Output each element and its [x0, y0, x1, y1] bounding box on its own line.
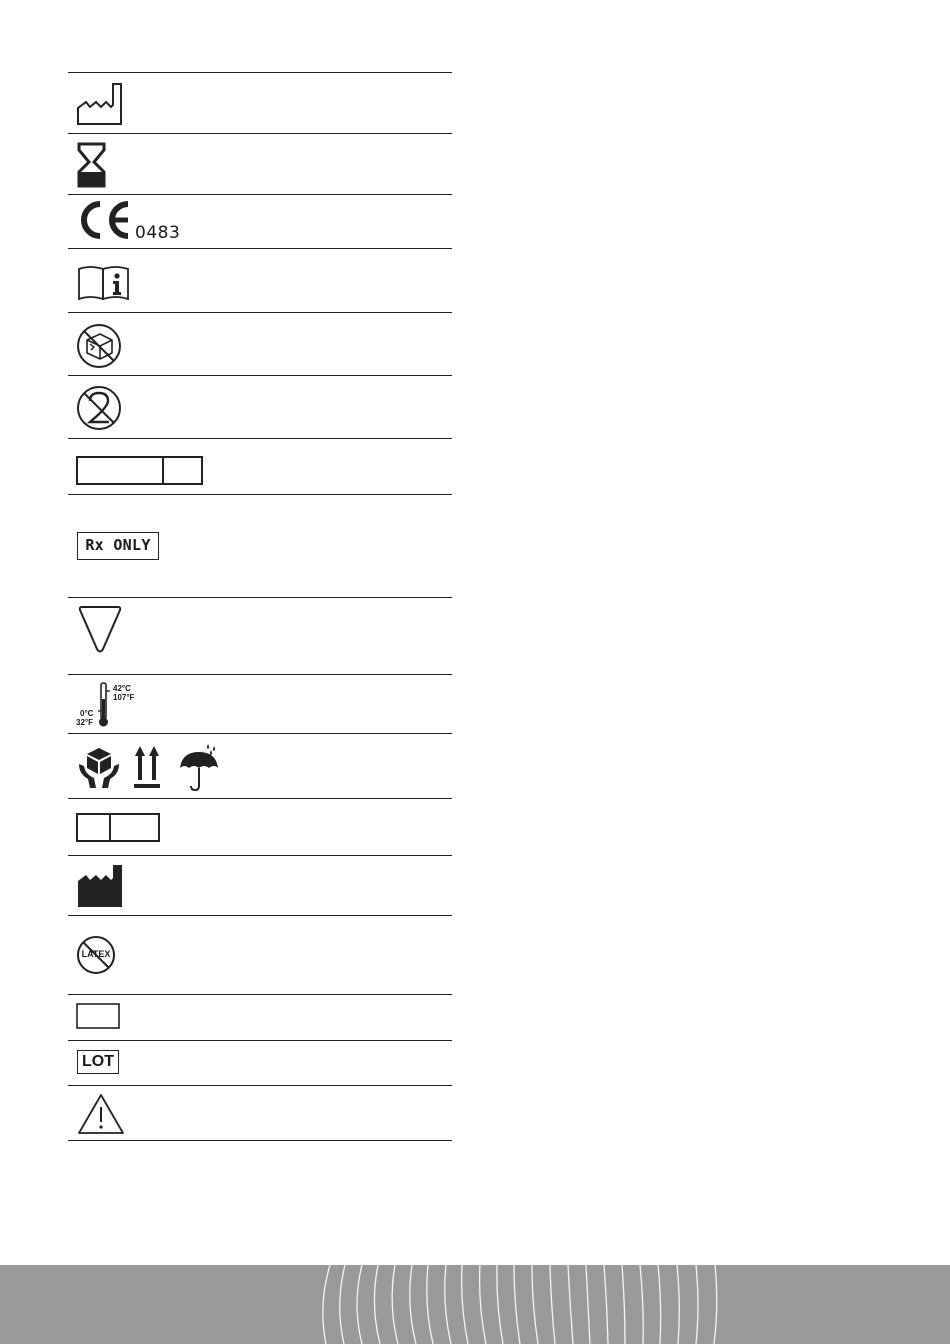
symbols-table	[68, 72, 452, 1141]
row-triangle	[68, 597, 452, 674]
row-latex-free	[68, 915, 452, 994]
footer-stripes-decoration	[0, 1265, 950, 1344]
row-catalogue-box	[68, 438, 452, 494]
row-two-cell-box	[68, 798, 452, 855]
row-do-not-reuse	[68, 375, 452, 438]
empty-box-icon	[76, 1003, 120, 1031]
row-empty-box	[68, 994, 452, 1040]
this-way-up-icon	[132, 744, 162, 790]
upper-limit-fahrenheit: 107°F	[113, 693, 135, 702]
row-date-of-manufacture	[68, 72, 452, 133]
row-use-by-date	[68, 133, 452, 194]
date-of-manufacture-icon	[76, 82, 124, 126]
triangle-down-icon	[76, 603, 124, 655]
row-handling	[68, 733, 452, 798]
row-lot	[68, 1040, 452, 1085]
do-not-reuse-icon	[76, 385, 122, 431]
footer-band	[0, 1265, 950, 1344]
ce-notified-body-number: 0483	[135, 223, 181, 243]
consult-instructions-icon	[76, 263, 132, 303]
row-ce-mark	[68, 194, 452, 248]
row-consult-instructions	[68, 248, 452, 312]
caution-icon	[76, 1092, 126, 1136]
row-manufacturer	[68, 855, 452, 915]
lot-number-icon: LOT	[77, 1050, 119, 1074]
row-temperature-limit	[68, 674, 452, 733]
latex-label: LATEX	[81, 949, 111, 959]
row-rx-only	[68, 494, 452, 597]
fragile-handle-with-care-icon	[78, 744, 120, 790]
do-not-use-if-package-damaged-icon	[76, 323, 122, 369]
upper-limit-celsius: 42°C	[113, 684, 131, 693]
catalogue-number-box-icon	[76, 456, 204, 486]
two-cell-box-icon	[76, 813, 162, 843]
handling-icons	[76, 742, 226, 792]
lower-limit-fahrenheit: 32°F	[76, 718, 93, 727]
latex-free-icon	[76, 935, 116, 975]
lower-limit-celsius: 0°C	[80, 709, 94, 718]
row-caution	[68, 1085, 452, 1141]
row-package-damaged	[68, 312, 452, 375]
use-by-date-icon	[76, 142, 108, 188]
manufacturer-icon	[76, 863, 124, 909]
rx-only-icon: Rx ONLY	[77, 532, 159, 560]
temperature-limit-icon	[76, 679, 166, 731]
ce-mark-icon	[76, 200, 131, 240]
keep-dry-icon	[176, 742, 222, 792]
